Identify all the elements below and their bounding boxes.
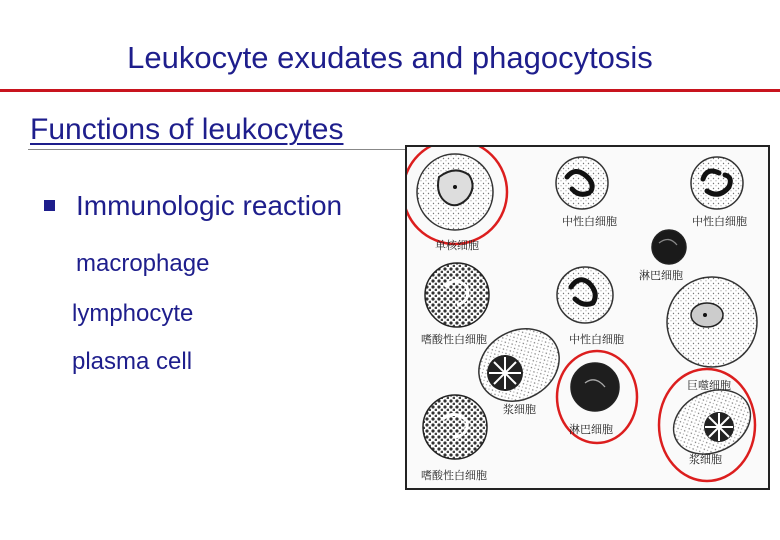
eosinophil-cell	[425, 263, 489, 327]
neutrophil-cell	[556, 157, 608, 209]
square-bullet-icon	[44, 200, 55, 211]
caption-neutrophil: 中性白细胞	[569, 333, 624, 346]
neutrophil-cell	[557, 267, 613, 323]
leukocyte-figure	[405, 145, 770, 490]
caption-plasma-cell: 浆细胞	[503, 403, 536, 416]
caption-neutrophil: 中性白细胞	[692, 215, 747, 228]
lymphocyte-cell	[571, 363, 619, 411]
monocyte-cell	[417, 154, 493, 230]
bullet-text: Immunologic reaction	[76, 190, 343, 221]
macrophage-cell	[667, 277, 757, 367]
caption-eosinophil: 嗜酸性白细胞	[421, 469, 487, 482]
list-item-lymphocyte: lymphocyte	[72, 300, 194, 327]
caption-plasma-cell: 浆细胞	[689, 453, 722, 466]
slide-title: Leukocyte exudates and phagocytosis	[127, 40, 653, 75]
leukocyte-drawing	[407, 147, 768, 488]
caption-neutrophil: 中性白细胞	[562, 215, 617, 228]
eosinophil-cell	[423, 395, 487, 459]
lymphocyte-cell	[652, 230, 686, 264]
section-heading: Functions of leukocytes	[30, 113, 344, 146]
heading-divider	[28, 149, 416, 150]
caption-lymphocyte: 淋巴细胞	[569, 423, 613, 436]
list-item-plasma-cell: plasma cell	[72, 348, 193, 375]
caption-monocyte: 单核细胞	[435, 239, 479, 252]
caption-eosinophil: 嗜酸性白细胞	[421, 333, 487, 346]
neutrophil-cell	[691, 157, 743, 209]
caption-lymphocyte: 淋巴细胞	[639, 269, 683, 282]
list-item-macrophage: macrophage	[76, 250, 210, 277]
title-divider	[0, 89, 780, 92]
caption-macrophage: 巨噬细胞	[687, 379, 731, 392]
